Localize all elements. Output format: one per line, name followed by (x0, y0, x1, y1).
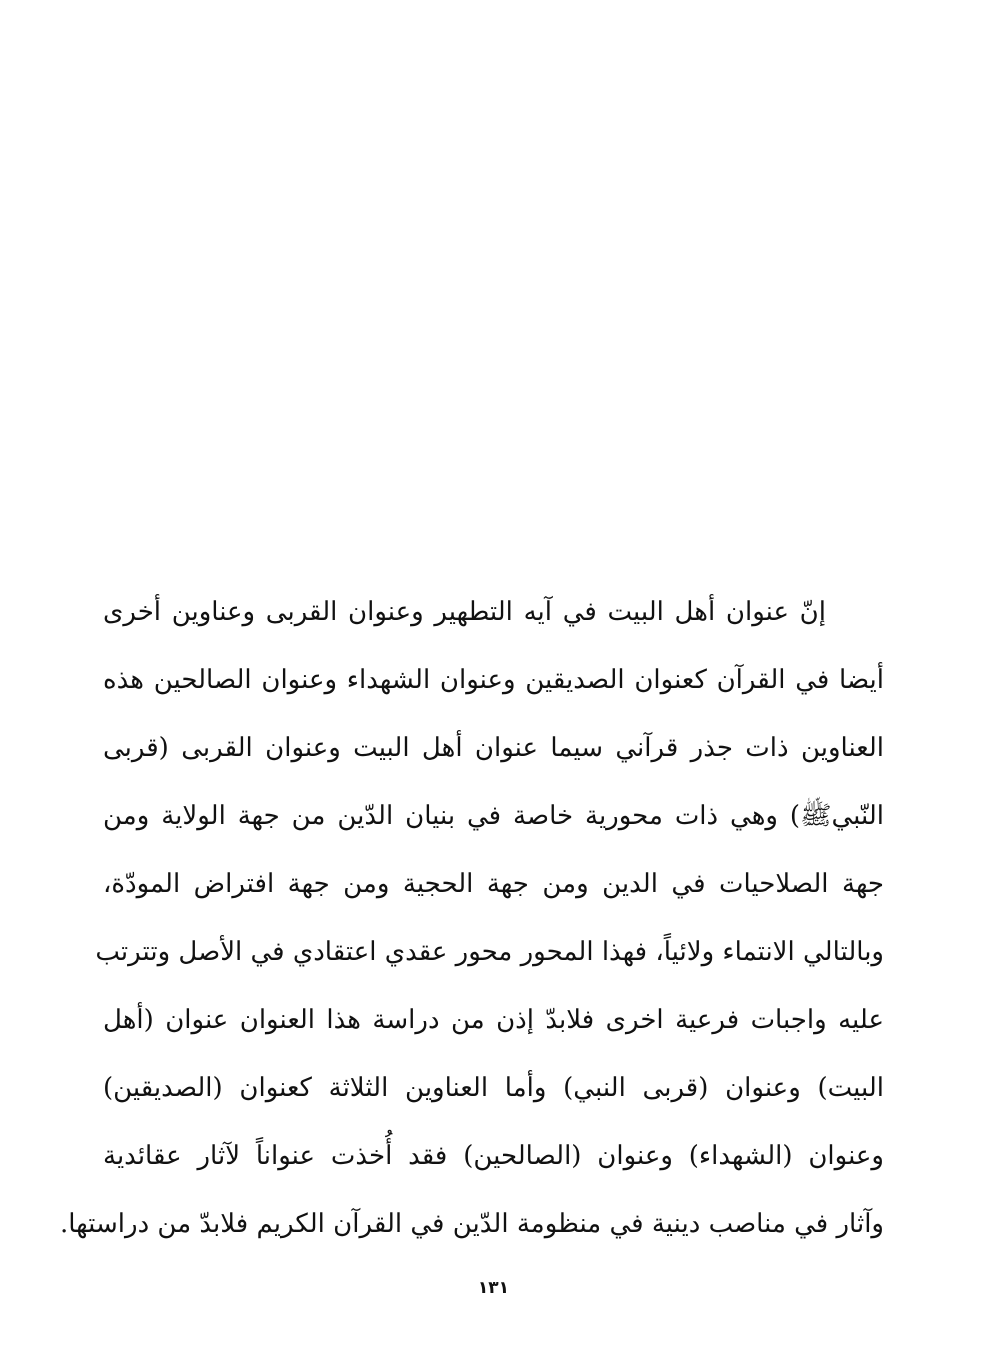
paragraph-line: النّبيﷺ) وهي ذات محورية خاصة في بنيان الدّين من جهة الولاية ومن (103, 801, 884, 831)
paragraph-line: إنّ عنوان أهل البيت في آيه التطهير وعنوان القربى وعناوين أخرى (103, 597, 826, 627)
paragraph-line: وعنوان (الشهداء) وعنوان (الصالحين) فقد أُخذت عنواناً لآثار عقائدية (103, 1141, 884, 1171)
paragraph-line: العناوين ذات جذر قرآني سيما عنوان أهل البيت وعنوان القربى (قربى (103, 733, 884, 763)
paragraph-line: عليه واجبات فرعية اخرى فلابدّ إذن من دراسة هذا العنوان عنوان (أهل (103, 1005, 884, 1035)
paragraph-line: جهة الصلاحيات في الدين ومن جهة الحجية ومن جهة افتراض المودّة، (103, 869, 884, 899)
paragraph-line: أيضا في القرآن كعنوان الصديقين وعنوان الشهداء وعنوان الصالحين هذه (103, 665, 884, 695)
page-number: ١٣١ (477, 1278, 510, 1298)
body-paragraph (60, 578, 884, 1258)
paragraph-line: البيت) وعنوان (قربى النبي) وأما العناوين الثلاثة كعنوان (الصديقين) (103, 1073, 884, 1103)
paragraph-line: وبالتالي الانتماء ولائياً، فهذا المحور محور عقدي اعتقادي في الأصل وتترتب (95, 937, 884, 967)
paragraph-line: وآثار في مناصب دينية في منظومة الدّين في القرآن الكريم فلابدّ من دراستها. (60, 1209, 884, 1239)
